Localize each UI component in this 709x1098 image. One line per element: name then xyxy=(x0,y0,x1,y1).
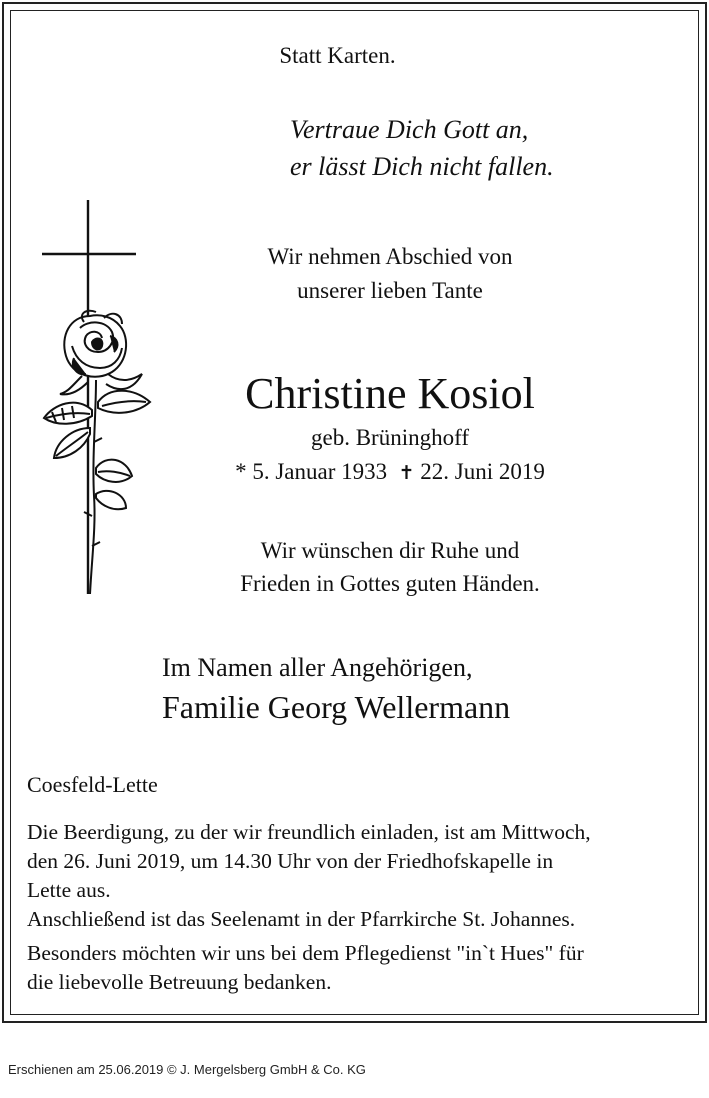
on-behalf-line: Im Namen aller Angehörigen, xyxy=(162,653,473,682)
life-dates xyxy=(150,460,630,483)
rose-icon xyxy=(44,311,150,594)
thanks-line: Besonders möchten wir uns bei dem Pflegedienst "in`t Hues" für xyxy=(27,941,584,965)
funeral-line: den 26. Juni 2019, um 14.30 Uhr von der Friedhofskapelle in xyxy=(27,849,554,873)
family-name: Familie Georg Wellermann xyxy=(162,689,511,725)
thanks-line: die liebevolle Betreuung bedanken. xyxy=(27,970,332,994)
wish-line-2: Frieden in Gottes guten Händen. xyxy=(240,571,540,596)
farewell-line-2: unserer lieben Tante xyxy=(297,278,483,303)
funeral-line: Die Beerdigung, zu der wir freundlich einladen, ist am Mittwoch, xyxy=(27,820,591,844)
motto-line-1: Vertraue Dich Gott an, xyxy=(290,115,529,144)
wish-line-1: Wir wünschen dir Ruhe und xyxy=(260,538,520,563)
death-cross-icon: ✝ xyxy=(398,462,415,484)
birth-name: geb. Brüninghoff xyxy=(310,425,469,450)
motto-line-2: er lässt Dich nicht fallen. xyxy=(290,152,554,181)
place: Coesfeld-Lette xyxy=(27,772,158,797)
farewell-line-1: Wir nehmen Abschied von xyxy=(267,244,513,269)
thanks-paragraph xyxy=(27,939,584,997)
death-date: 22. Juni 2019 xyxy=(420,459,545,484)
funeral-line: Lette aus. xyxy=(27,878,111,902)
birth-date: * 5. Januar 1933 xyxy=(235,459,388,484)
funeral-line: Anschließend ist das Seelenamt in der Pfarrkirche St. Johannes. xyxy=(27,907,576,931)
publication-footer: Erschienen am 25.06.2019 © J. Mergelsberg GmbH & Co. KG xyxy=(8,1062,366,1077)
notice-header: Statt Karten. xyxy=(279,43,396,68)
funeral-paragraph xyxy=(27,818,591,934)
deceased-name: Christine Kosiol xyxy=(245,369,535,418)
